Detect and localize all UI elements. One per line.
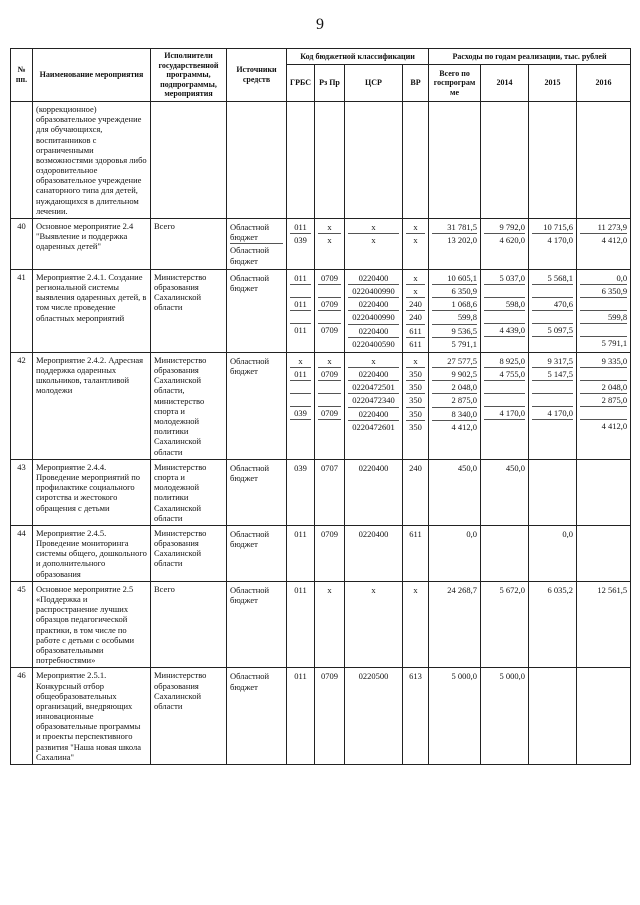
table-body <box>11 101 631 764</box>
cell-2014-line: 5 000,0 <box>499 671 526 682</box>
cell-csr-line: 0220400 <box>348 297 399 310</box>
cell-2015-line: 9 317,5 <box>547 355 574 366</box>
cell-total-line: 2 875,0 <box>432 393 477 406</box>
cell-2015 <box>529 219 577 270</box>
table-row <box>11 219 631 270</box>
cell-executor: Всего <box>151 581 227 668</box>
cell-2016-line <box>580 670 627 682</box>
cell-executor <box>151 101 227 218</box>
header-2015: 2015 <box>529 64 577 101</box>
cell-rzpr <box>315 581 345 668</box>
cell-rzpr <box>315 269 345 352</box>
table-row <box>11 668 631 765</box>
cell-total-line: 27 577,5 <box>447 355 478 366</box>
cell-source <box>227 668 287 765</box>
cell-vr-line: 240 <box>406 310 425 323</box>
cell-total-line: 6 350,9 <box>432 284 477 297</box>
cell-csr-line <box>348 104 399 116</box>
cell-csr-line: x <box>371 222 376 233</box>
cell-total-line <box>432 104 477 116</box>
cell-rzpr-line: x <box>318 233 341 246</box>
cell-rzpr-line: x <box>327 222 332 233</box>
cell-name: Мероприятие 2.4.4. Проведение мероприятий по профилактике социального сиротства и жестокого обращения с детьми <box>33 459 151 525</box>
cell-2014 <box>481 219 529 270</box>
cell-vr-line <box>406 104 425 116</box>
cell-grbs-line: x <box>298 355 303 366</box>
cell-grbs <box>287 525 315 581</box>
cell-2016-line: 4 412,0 <box>580 419 627 432</box>
cell-total-line: 9 902,5 <box>432 367 477 380</box>
cell-name: Мероприятие 2.4.2. Адресная поддержка одаренных школьников, талантливой молодежи <box>33 352 151 459</box>
table-row <box>11 525 631 581</box>
cell-2016-line: 6 350,9 <box>580 284 627 297</box>
cell-2015-line: 470,6 <box>532 297 573 310</box>
cell-2016 <box>577 459 631 525</box>
cell-source-line: Областной бюджет <box>230 584 270 606</box>
cell-2014-line: 9 792,0 <box>499 222 526 233</box>
cell-rzpr-line <box>318 284 341 297</box>
cell-vr <box>403 581 429 668</box>
cell-2015-line <box>532 284 573 297</box>
cell-grbs-line <box>290 393 311 406</box>
cell-vr-line: x <box>413 355 418 366</box>
cell-csr <box>345 459 403 525</box>
cell-2016-line <box>580 367 627 380</box>
cell-csr <box>345 581 403 668</box>
cell-total <box>429 352 481 459</box>
cell-csr-line: 0220400990 <box>348 284 399 297</box>
cell-grbs-line: 011 <box>294 671 307 682</box>
cell-grbs-line: 011 <box>290 323 311 336</box>
cell-vr <box>403 219 429 270</box>
cell-2014-line: 5 037,0 <box>499 272 526 283</box>
cell-2014-line: 8 925,0 <box>499 355 526 366</box>
cell-grbs-line: 011 <box>294 222 307 233</box>
cell-2015-line: 5 147,5 <box>532 367 573 380</box>
cell-2015 <box>529 352 577 459</box>
cell-vr-line: 611 <box>406 337 425 350</box>
cell-total-line: 13 202,0 <box>432 233 477 246</box>
cell-2016-line: 0,0 <box>616 272 628 283</box>
cell-2016-line <box>580 462 627 474</box>
cell-rzpr-line <box>318 419 341 432</box>
cell-2014-line: 598,0 <box>484 297 525 310</box>
cell-2014 <box>481 459 529 525</box>
cell-grbs-line <box>290 310 311 323</box>
cell-grbs <box>287 101 315 218</box>
cell-csr-line: 0220400 <box>358 272 389 283</box>
cell-source-line: Областной бюджет <box>230 528 270 550</box>
cell-2014 <box>481 269 529 352</box>
header-source: Источники средств <box>227 49 287 102</box>
cell-2014-line <box>484 104 525 116</box>
cell-executor: Министерство спорта и молодежной политики Сахалинской области <box>151 459 227 525</box>
cell-2016-line <box>580 104 627 116</box>
cell-total-line: 599,8 <box>432 310 477 323</box>
cell-grbs-line: 039 <box>290 233 311 246</box>
cell-2015-line: 10 715,6 <box>543 222 574 233</box>
cell-grbs <box>287 668 315 765</box>
cell-2015-line <box>532 462 573 474</box>
cell-vr-line: x <box>413 584 418 595</box>
cell-vr <box>403 101 429 218</box>
cell-2014-line <box>484 393 525 406</box>
cell-2016 <box>577 668 631 765</box>
cell-rzpr <box>315 459 345 525</box>
table-row <box>11 459 631 525</box>
cell-2015-line <box>532 670 573 682</box>
table-row <box>11 352 631 459</box>
cell-2014-line: 450,0 <box>505 462 526 473</box>
cell-vr-line: 350 <box>406 380 425 393</box>
cell-executor: Всего <box>151 219 227 270</box>
cell-no: 40 <box>11 219 33 270</box>
cell-grbs-line: 011 <box>290 297 311 310</box>
cell-rzpr <box>315 668 345 765</box>
cell-source <box>227 269 287 352</box>
header-total: Всего по госпрограмме <box>429 64 481 101</box>
cell-csr-line: 0220400 <box>348 324 399 337</box>
cell-grbs-line <box>290 419 311 432</box>
cell-source-line: Областной бюджет <box>230 243 283 266</box>
cell-2015-line <box>532 380 573 393</box>
cell-total-line: 4 412,0 <box>432 420 477 433</box>
cell-name: (коррекционное) образовательное учреждение для обучающихся, воспитанников с ограниченными возможностями здоровья либо оздоровительное образовательное учреждение санаторного типа для детей, нуждающихся в длительном лечении. <box>33 101 151 218</box>
cell-grbs-line <box>290 284 311 297</box>
cell-csr-line: 0220400 <box>348 407 399 420</box>
cell-2016-line <box>580 323 627 336</box>
cell-rzpr-line: 0709 <box>321 272 338 283</box>
cell-total-line: 24 268,7 <box>447 584 478 595</box>
cell-2016 <box>577 525 631 581</box>
cell-2015 <box>529 525 577 581</box>
cell-total <box>429 269 481 352</box>
cell-name: Мероприятие 2.5.1. Конкурсный отбор общеобразовательных организаций, внедряющих инновационные образовательные программы и проекты перспективного развития "Наша новая школа Сахалина" <box>33 668 151 765</box>
cell-source <box>227 101 287 218</box>
cell-2014-line <box>484 284 525 297</box>
cell-total-line: 5 000,0 <box>451 671 478 682</box>
cell-2014 <box>481 525 529 581</box>
cell-2014-line: 4 755,0 <box>484 367 525 380</box>
cell-grbs-line: 011 <box>294 584 307 595</box>
cell-rzpr-line <box>318 310 341 323</box>
cell-2014-line: 4 170,0 <box>484 406 525 419</box>
cell-csr <box>345 269 403 352</box>
cell-2016-line: 5 791,1 <box>580 336 627 349</box>
cell-vr <box>403 459 429 525</box>
cell-name: Основное мероприятие 2.5 «Поддержка и распространение лучших образцов педагогической практики, в том числе по работе с детьми с особыми образовательными потребностями» <box>33 581 151 668</box>
cell-no: 45 <box>11 581 33 668</box>
cell-source-line: Областной бюджет <box>230 462 270 483</box>
cell-csr-line: 0220472501 <box>348 380 399 393</box>
cell-vr-line: x <box>406 233 425 246</box>
cell-2015-line <box>532 104 573 116</box>
header-csr: ЦСР <box>345 64 403 101</box>
cell-2016 <box>577 269 631 352</box>
cell-source <box>227 581 287 668</box>
cell-total-line: 8 340,0 <box>432 407 477 420</box>
cell-2014-line: 5 672,0 <box>499 584 526 595</box>
cell-vr <box>403 269 429 352</box>
cell-2015-line: 0,0 <box>562 528 574 539</box>
cell-rzpr <box>315 101 345 218</box>
cell-rzpr <box>315 219 345 270</box>
cell-2016-line: 4 412,0 <box>580 233 627 246</box>
cell-source <box>227 219 287 270</box>
cell-vr <box>403 352 429 459</box>
cell-no <box>11 101 33 218</box>
cell-rzpr-line: x <box>327 584 332 595</box>
cell-total-line: 0,0 <box>466 528 478 539</box>
cell-csr <box>345 101 403 218</box>
cell-no: 43 <box>11 459 33 525</box>
cell-2015-line <box>532 336 573 349</box>
header-budget-code: Код бюджетной классификации <box>287 49 429 65</box>
cell-source-line: Областной бюджет <box>230 355 270 377</box>
cell-rzpr-line: 0707 <box>321 462 338 473</box>
cell-total <box>429 459 481 525</box>
cell-vr-line: 240 <box>406 297 425 310</box>
cell-csr-line: 0220472340 <box>348 393 399 406</box>
cell-total <box>429 525 481 581</box>
cell-rzpr <box>315 525 345 581</box>
cell-2015 <box>529 459 577 525</box>
cell-2015-line: 4 170,0 <box>532 406 573 419</box>
cell-source-line: Областной бюджет <box>230 222 270 243</box>
cell-source <box>227 352 287 459</box>
cell-2015-line: 4 170,0 <box>532 233 573 246</box>
page-number: 9 <box>316 16 324 33</box>
cell-2015 <box>529 269 577 352</box>
cell-vr-line: 611 <box>406 324 425 337</box>
header-executor: Исполнители государственной программы, подпрограммы, мероприятия <box>151 49 227 102</box>
cell-csr-line: x <box>371 355 376 366</box>
cell-rzpr <box>315 352 345 459</box>
cell-vr-line: 611 <box>409 528 422 539</box>
cell-executor: Министерство образования Сахалинской области <box>151 525 227 581</box>
header-expenses: Расходы по годам реализации, тыс. рублей <box>429 49 631 65</box>
header-2014: 2014 <box>481 64 529 101</box>
cell-total-line: 1 068,6 <box>432 297 477 310</box>
cell-rzpr-line: 0709 <box>318 297 341 310</box>
cell-grbs-line: 011 <box>294 272 307 283</box>
cell-vr-line: 240 <box>409 462 422 473</box>
cell-2014 <box>481 352 529 459</box>
cell-2016-line: 2 875,0 <box>580 393 627 406</box>
cell-csr-line: 0220400990 <box>348 310 399 323</box>
cell-vr-line: x <box>413 272 418 283</box>
cell-executor: Министерство образования Сахалинской области, министерство спорта и молодежной политики Сахалинской области <box>151 352 227 459</box>
budget-table-sheet <box>10 48 630 893</box>
cell-name: Мероприятие 2.4.1. Создание региональной системы выявления одаренных детей, в том числе проведение областных мероприятий <box>33 269 151 352</box>
cell-total <box>429 668 481 765</box>
cell-grbs-line: 011 <box>294 528 307 539</box>
cell-rzpr-line <box>318 393 341 406</box>
cell-2016-line: 12 561,5 <box>597 584 628 595</box>
cell-total-line: 5 791,1 <box>432 337 477 350</box>
cell-2015-line: 6 035,2 <box>547 584 574 595</box>
cell-executor: Министерство образования Сахалинской области <box>151 668 227 765</box>
cell-grbs <box>287 459 315 525</box>
cell-csr-line: 0220400590 <box>348 337 399 350</box>
cell-2015-line: 5 097,5 <box>532 323 573 336</box>
cell-2014-line <box>484 336 525 349</box>
cell-2015-line: 5 568,1 <box>547 272 574 283</box>
cell-2015 <box>529 101 577 218</box>
cell-csr-line: 0220472601 <box>348 420 399 433</box>
header-vr: ВР <box>403 64 429 101</box>
cell-rzpr-line: 0709 <box>318 406 341 419</box>
cell-grbs <box>287 581 315 668</box>
cell-csr-line: x <box>348 233 399 246</box>
cell-grbs <box>287 352 315 459</box>
cell-total-line: 450,0 <box>457 462 478 473</box>
cell-2015-line <box>532 393 573 406</box>
table-row <box>11 101 631 218</box>
cell-2015 <box>529 668 577 765</box>
cell-2014-line <box>484 310 525 323</box>
cell-vr <box>403 668 429 765</box>
cell-source-line: Областной бюджет <box>230 671 270 692</box>
cell-2014-line: 4 620,0 <box>484 233 525 246</box>
cell-csr-line: 0220400 <box>348 367 399 380</box>
cell-total-line: 10 605,1 <box>447 272 478 283</box>
table-row <box>11 269 631 352</box>
cell-grbs <box>287 219 315 270</box>
cell-2016-line: 9 335,0 <box>601 355 628 366</box>
cell-csr-line: 0220400 <box>358 528 389 539</box>
cell-vr-line: 613 <box>409 671 422 682</box>
cell-2014 <box>481 581 529 668</box>
cell-2014-line <box>484 419 525 432</box>
cell-2016-line <box>580 297 627 310</box>
cell-no: 44 <box>11 525 33 581</box>
cell-2015-line <box>532 310 573 323</box>
cell-vr-line: x <box>413 222 418 233</box>
cell-total <box>429 101 481 218</box>
cell-vr <box>403 525 429 581</box>
cell-csr <box>345 668 403 765</box>
cell-2016-line: 2 048,0 <box>580 380 627 393</box>
cell-2015 <box>529 581 577 668</box>
cell-csr <box>345 525 403 581</box>
cell-2014-line: 4 439,0 <box>484 323 525 336</box>
cell-source <box>227 459 287 525</box>
cell-grbs-line <box>290 104 311 116</box>
cell-grbs-line: 011 <box>290 367 311 380</box>
cell-total <box>429 581 481 668</box>
cell-name: Мероприятие 2.4.5. Проведение мониторинга системы общего, дошкольного и дополнительного образования <box>33 525 151 581</box>
cell-vr-line: 350 <box>406 393 425 406</box>
cell-2014 <box>481 101 529 218</box>
cell-rzpr-line: 0709 <box>318 367 341 380</box>
header-no: № пп. <box>11 49 33 102</box>
cell-csr-line: 0220400 <box>358 462 389 473</box>
cell-executor: Министерство образования Сахалинской области <box>151 269 227 352</box>
table-row <box>11 581 631 668</box>
cell-grbs <box>287 269 315 352</box>
cell-total-line: 9 536,5 <box>432 324 477 337</box>
cell-rzpr-line <box>318 104 341 116</box>
cell-grbs-line <box>290 380 311 393</box>
cell-2015-line <box>532 419 573 432</box>
cell-rzpr-line: 0709 <box>321 671 338 682</box>
cell-total-line: 31 781,5 <box>447 222 478 233</box>
cell-vr-line: 350 <box>406 407 425 420</box>
cell-rzpr-line: x <box>327 355 332 366</box>
cell-source <box>227 525 287 581</box>
cell-2016 <box>577 352 631 459</box>
cell-2016-line: 11 273,9 <box>597 222 628 233</box>
cell-source-line <box>230 104 283 116</box>
cell-vr-line: 350 <box>406 420 425 433</box>
cell-2014-line <box>484 528 525 540</box>
cell-rzpr-line <box>318 380 341 393</box>
cell-csr-line: x <box>371 584 376 595</box>
cell-csr <box>345 219 403 270</box>
cell-no: 46 <box>11 668 33 765</box>
cell-2016 <box>577 581 631 668</box>
cell-vr-line: 350 <box>406 367 425 380</box>
cell-grbs-line: 039 <box>290 406 311 419</box>
header-2016: 2016 <box>577 64 631 101</box>
header-grbs: ГРБС <box>287 64 315 101</box>
header-rzpr: Рз Пр <box>315 64 345 101</box>
cell-vr-line: x <box>406 284 425 297</box>
cell-2016-line: 599,8 <box>580 310 627 323</box>
cell-rzpr-line: 0709 <box>318 323 341 336</box>
cell-csr <box>345 352 403 459</box>
cell-2016-line <box>580 406 627 419</box>
cell-2014 <box>481 668 529 765</box>
cell-2016-line <box>580 528 627 540</box>
budget-table <box>10 48 631 765</box>
cell-name: Основное мероприятие 2.4 "Выявление и поддержка одаренных детей" <box>33 219 151 270</box>
cell-csr-line: 0220500 <box>358 671 389 682</box>
cell-no: 41 <box>11 269 33 352</box>
cell-2016 <box>577 219 631 270</box>
cell-no: 42 <box>11 352 33 459</box>
cell-2016 <box>577 101 631 218</box>
cell-2014-line <box>484 380 525 393</box>
header-name: Наименование мероприятия <box>33 49 151 102</box>
cell-grbs-line: 039 <box>294 462 307 473</box>
cell-total-line: 2 048,0 <box>432 380 477 393</box>
cell-source-line: Областной бюджет <box>230 272 270 293</box>
cell-total <box>429 219 481 270</box>
cell-rzpr-line: 0709 <box>321 528 338 539</box>
